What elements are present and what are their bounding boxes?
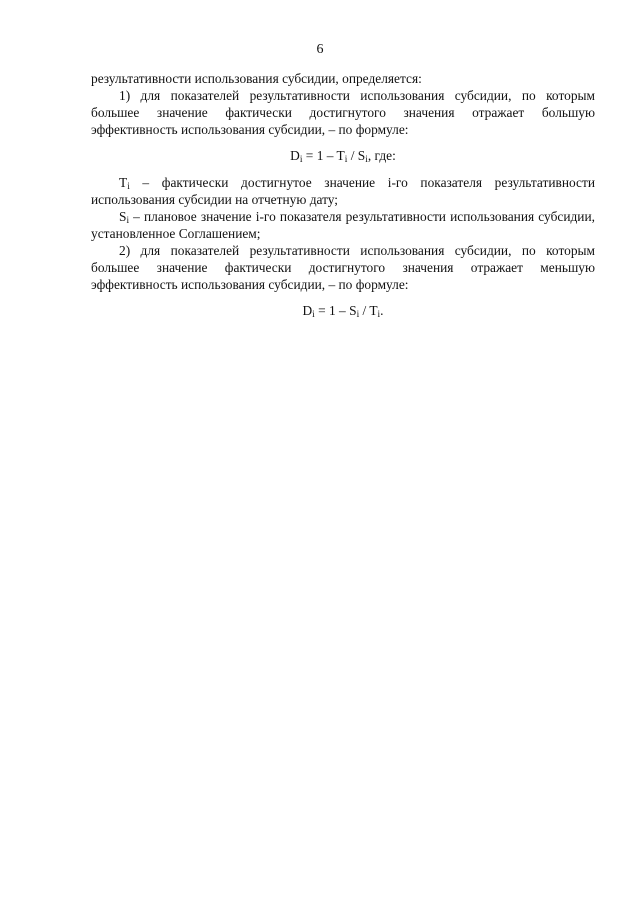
paragraph-case-1: 1) для показателей результативности использования субсидии, по которым большее значение фактически достигнутого значения отражает большую эффективность использования субсидии, – по формуле: [91,88,595,137]
symbol-t: T [369,303,378,318]
symbol-d: D [290,148,300,163]
symbol-s: S [349,303,357,318]
paragraph-continuation: результативности использования субсидии, определяется: [91,71,422,86]
subscript-i: i [365,155,368,165]
subscript-i: i [127,182,130,192]
definition-s-text: – плановое значение i-го показателя результативности использования субсидии, установленное Соглашением; [91,209,595,241]
paragraph-case-2: 2) для показателей результативности использования субсидии, по которым большее значение фактически достигнутого значения отражает меньшую эффективность использования субсидии, – по формуле: [91,243,595,292]
subscript-i: i [377,310,381,320]
formula-1-part1: = 1 – [302,148,337,163]
definition-s [91,208,595,242]
formula-2 [91,302,595,319]
symbol-t: T [336,148,345,163]
definition-t [91,174,595,208]
subscript-i: i [126,216,130,226]
formula-2-part3: . [380,303,384,318]
body-text [91,70,595,329]
subscript-i: i [312,310,315,320]
formula-2-part1: = 1 – [314,303,350,318]
symbol-d: D [302,303,313,318]
definition-t-text: – фактически достигнутое значение i-го показателя результативности использования субсидии на отчетную дату; [91,175,595,207]
formula-1-part2: / [347,148,358,163]
formula-1 [91,147,595,164]
symbol-t: T [119,175,128,190]
formula-2-part2: / [359,303,370,318]
subscript-i: i [344,155,348,165]
symbol-s: S [357,148,366,163]
formula-1-part3: , где: [367,148,396,163]
symbol-s: S [119,209,127,224]
subscript-i: i [299,155,303,165]
page-number: 6 [316,42,324,57]
subscript-i: i [356,310,360,320]
